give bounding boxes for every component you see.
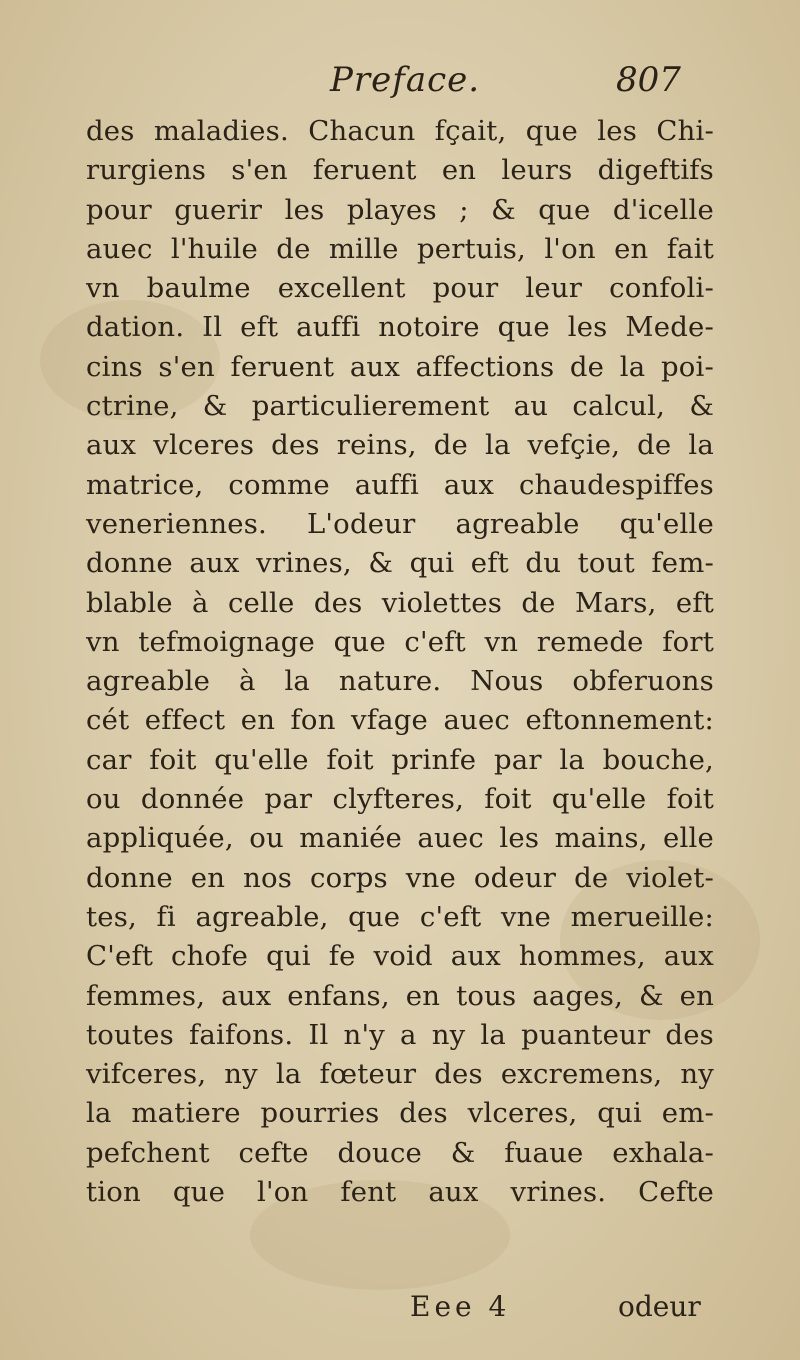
text-line: blable à celle des violettes de Mars, eft bbox=[86, 586, 714, 619]
catchword: odeur bbox=[618, 1290, 701, 1323]
text-line: C'eft chofe qui fe void aux hommes, aux bbox=[86, 940, 714, 973]
text-line: aux vlceres des reins, de la vefçie, de la bbox=[86, 429, 714, 462]
text-line: matrice, comme auffi aux chaudespiffes bbox=[86, 468, 714, 501]
text-line: ctrine, & particulierement au calcul, & bbox=[86, 390, 714, 423]
page-header bbox=[0, 52, 800, 112]
text-line: cét effect en fon vfage auec eftonnement: bbox=[86, 704, 714, 737]
text-line: donne en nos corps vne odeur de violet- bbox=[86, 861, 714, 894]
text-line: appliquée, ou maniée auec les mains, elle bbox=[86, 822, 714, 855]
text-line: car foit qu'elle foit prinfe par la bouche, bbox=[86, 743, 714, 776]
text-line: agreable à la nature. Nous obferuons bbox=[86, 665, 714, 698]
text-line: vifceres, ny la fœteur des excremens, ny bbox=[86, 1058, 714, 1091]
text-line: des maladies. Chacun fçait, que les Chi- bbox=[86, 115, 714, 147]
text-line: rurgiens s'en feruent en leurs digeftifs bbox=[86, 154, 714, 187]
running-title: Preface. bbox=[330, 60, 481, 100]
text-line: cins s'en feruent aux affections de la poi- bbox=[86, 350, 714, 383]
text-line: tes, fi agreable, que c'eft vne merueille: bbox=[86, 900, 714, 933]
signature-mark: Eee 4 bbox=[410, 1290, 511, 1323]
text-line: pefchent cefte douce & fuaue exhala- bbox=[86, 1136, 714, 1169]
text-line: pour guerir les playes ; & que d'icelle bbox=[86, 193, 714, 226]
text-line: toutes faifons. Il n'y a ny la puanteur des bbox=[86, 1018, 714, 1051]
text-line: donne aux vrines, & qui eft du tout fem- bbox=[86, 547, 714, 580]
body-text bbox=[86, 112, 714, 1212]
text-line: vn baulme excellent pour leur confoli- bbox=[86, 272, 714, 305]
text-line: auec l'huile de mille pertuis, l'on en fait bbox=[86, 232, 714, 265]
page-footer bbox=[0, 1290, 800, 1340]
text-line: veneriennes. L'odeur agreable qu'elle bbox=[86, 507, 714, 540]
text-line: vn tefmoignage que c'eft vn remede fort bbox=[86, 625, 714, 658]
text-line: femmes, aux enfans, en tous aages, & en bbox=[86, 979, 714, 1012]
text-line: tion que l'on fent aux vrines. Cefte bbox=[86, 1176, 714, 1209]
text-line: dation. Il eft auffi notoire que les Mede- bbox=[86, 311, 714, 344]
page-number: 807 bbox=[616, 60, 681, 100]
text-line: la matiere pourries des vlceres, qui em- bbox=[86, 1097, 714, 1130]
text-line: ou donnée par clyfteres, foit qu'elle foit bbox=[86, 783, 714, 816]
